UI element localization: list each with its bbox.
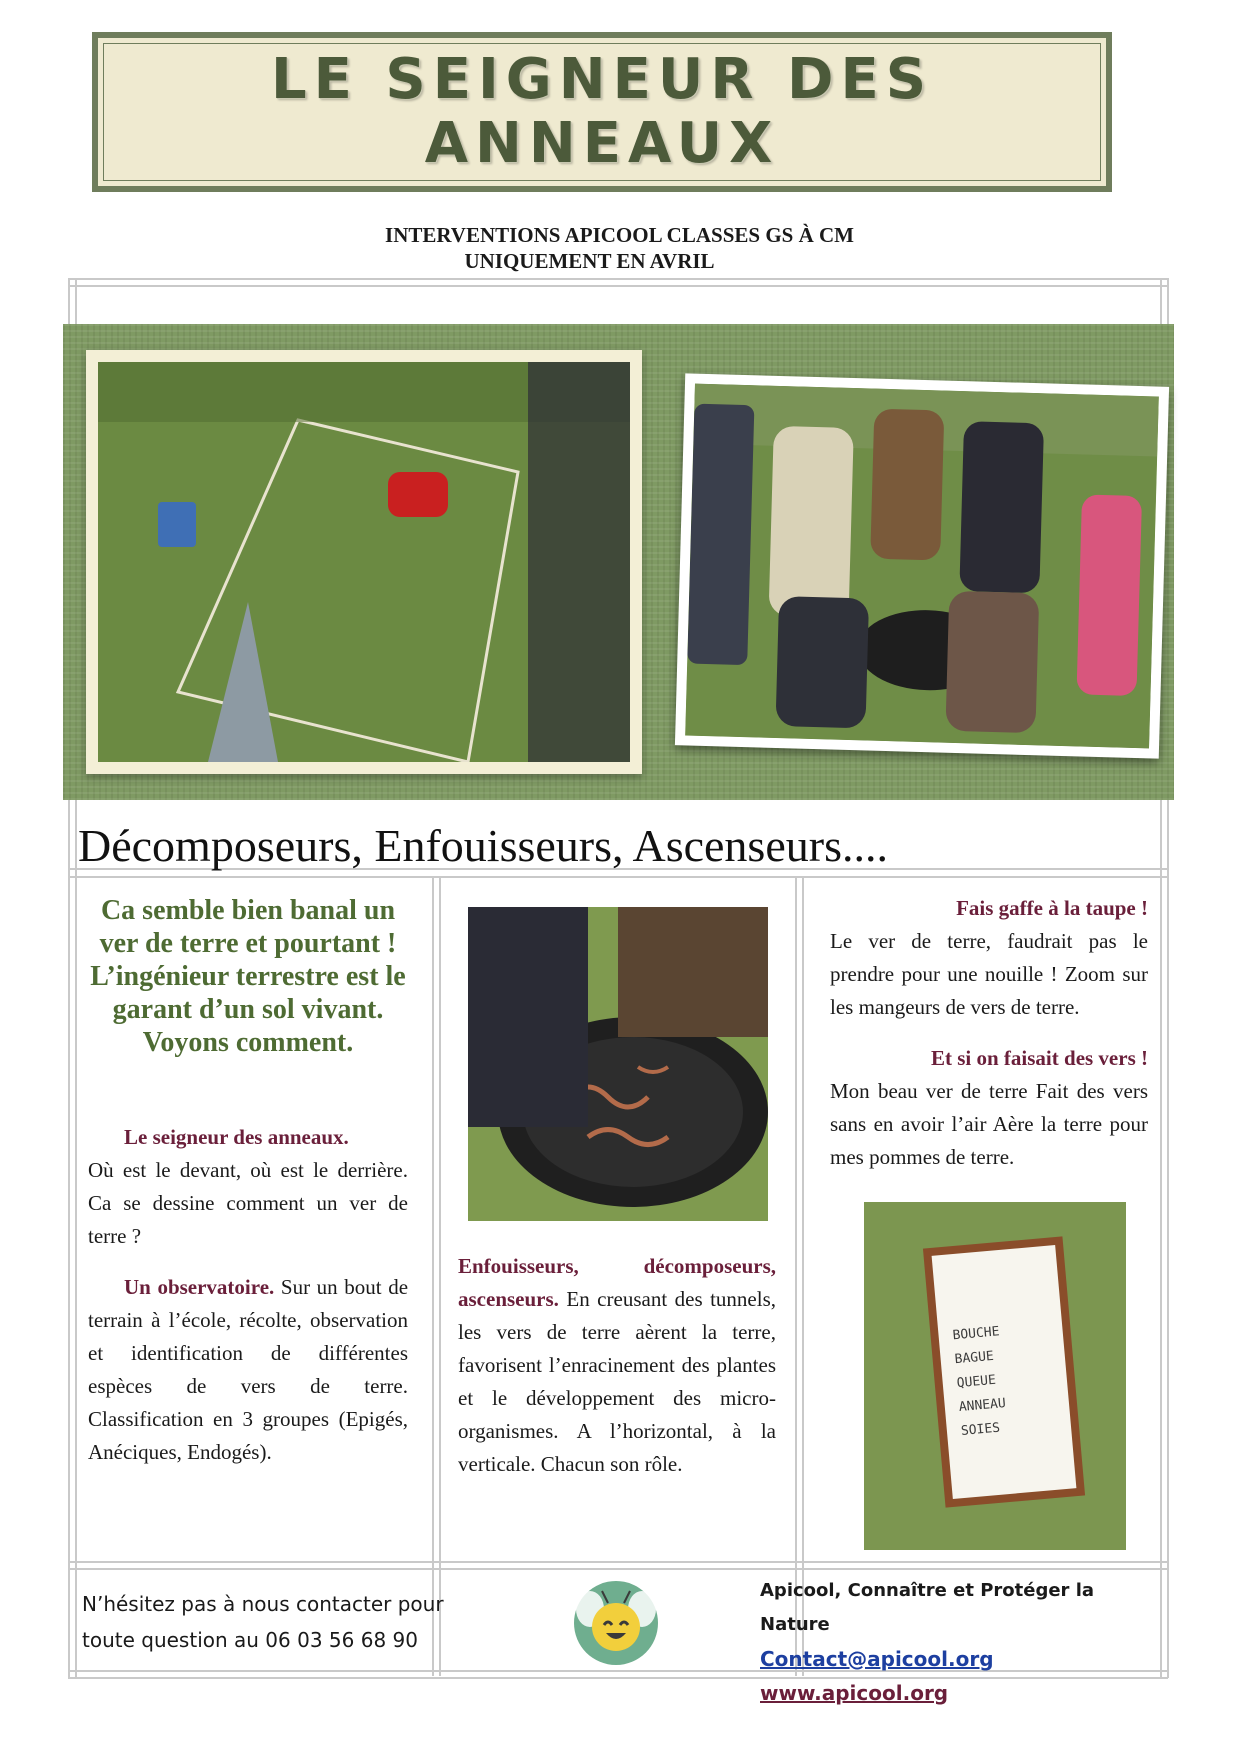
col2-paragraph <box>458 1250 776 1481</box>
board-word: BOUCHE <box>951 1324 1001 1344</box>
bee-logo-icon <box>568 1575 664 1667</box>
subtitle <box>0 222 1239 274</box>
subtitle-line-2: UNIQUEMENT EN AVRIL <box>464 249 715 273</box>
section-heading: Décomposeurs, Enfouisseurs, Ascenseurs.... <box>78 820 888 871</box>
title-banner <box>92 32 1112 192</box>
board-word: QUEUE <box>956 1372 997 1392</box>
col1-paragraph-2 <box>88 1271 408 1469</box>
whiteboard-frame <box>923 1236 1085 1507</box>
column-3 <box>830 892 1148 1192</box>
footer-organization <box>760 1574 1160 1710</box>
children-group-illustration <box>685 384 1159 749</box>
col1-paragraph-1-text: Où est le devant, où est le derrière. Ca se dessine comment un ver de terre ? <box>88 1158 408 1248</box>
subtitle-line-1: INTERVENTIONS APICOOL CLASSES GS À CM <box>385 223 854 247</box>
column-divider-1b <box>439 876 441 1676</box>
photo-whiteboard <box>864 1202 1126 1550</box>
column-divider-1 <box>432 876 434 1676</box>
col3-paragraph-1-title: Fais gaffe à la taupe ! <box>956 896 1148 920</box>
col1-paragraph-2-title: Un observatoire. <box>124 1275 275 1299</box>
email-link[interactable]: Contact@apicool.org <box>760 1647 994 1671</box>
col3-paragraph-2 <box>830 1042 1148 1174</box>
board-word: ANNEAU <box>958 1395 1007 1416</box>
photo-children-observing <box>685 384 1159 749</box>
col2-paragraph-title: Enfouisseurs, décomposeurs, ascenseurs. <box>458 1254 776 1311</box>
footer-top-line <box>68 1561 1168 1563</box>
col3-paragraph-2-text: Mon beau ver de terre Fait des vers sans en avoir l’air Aère la terre pour mes pommes de terre. <box>830 1079 1148 1169</box>
photo-worm-square <box>98 362 630 762</box>
frame-top-line <box>68 278 1168 280</box>
title-line-1: LE SEIGNEUR DES <box>270 47 934 112</box>
lead-text: Ca semble bien banal un ver de terre et pourtant ! L’ingénieur terrestre est le garant d’un sol vivant. Voyons comment. <box>90 895 406 1058</box>
column-1 <box>88 894 408 1487</box>
column-divider-2 <box>795 876 797 1676</box>
contact-line-1: N’hésitez pas à nous contacter pour <box>82 1592 444 1616</box>
column-divider-2b <box>802 876 804 1676</box>
col1-paragraph-1 <box>88 1121 408 1253</box>
col1-paragraph-2-text: Sur un bout de terrain à l’école, récolte, observation et identification de différentes espèces de vers de terre. Classification en 3 groupes (Epigés, Anéciques, Endogés). <box>88 1275 409 1464</box>
contact-line-2: toute question au 06 03 56 68 90 <box>82 1628 418 1652</box>
photo-worm-tray <box>468 907 768 1221</box>
heading-underline-2 <box>68 876 1168 878</box>
board-word: BAGUE <box>954 1348 995 1368</box>
col1-paragraph-1-title: Le seigneur des anneaux. <box>124 1125 349 1149</box>
photo-frame-right <box>675 373 1169 758</box>
photo-frame-left <box>86 350 642 774</box>
frame-top-line-2 <box>68 285 1168 287</box>
board-word: SOIES <box>960 1420 1001 1439</box>
apicool-logo <box>568 1575 664 1667</box>
worm-tray-illustration <box>468 907 768 1221</box>
col2-paragraph-text: En creusant des tunnels, les vers de terre aèrent la terre, favorisent l’enracinement des plantes et le développement des micro-organismes. A l’horizontal, à la verticale. Chacun son rôle. <box>458 1287 776 1476</box>
column-2 <box>458 1250 776 1499</box>
website-link[interactable]: www.apicool.org <box>760 1681 949 1705</box>
square-string-illustration <box>98 362 630 762</box>
organization-name: Apicool, Connaître et Protéger la Nature <box>760 1580 1095 1635</box>
col3-paragraph-1-text: Le ver de terre, faudrait pas le prendre pour une nouille ! Zoom sur les mangeurs de vers de terre. <box>830 929 1148 1019</box>
whiteboard-surface <box>932 1245 1077 1499</box>
col3-paragraph-2-title: Et si on faisait des vers ! <box>931 1046 1148 1070</box>
title-line-2: ANNEAUX <box>424 111 780 176</box>
footer-contact <box>82 1586 462 1658</box>
footer-top-line-2 <box>68 1568 1168 1570</box>
col3-paragraph-1 <box>830 892 1148 1024</box>
